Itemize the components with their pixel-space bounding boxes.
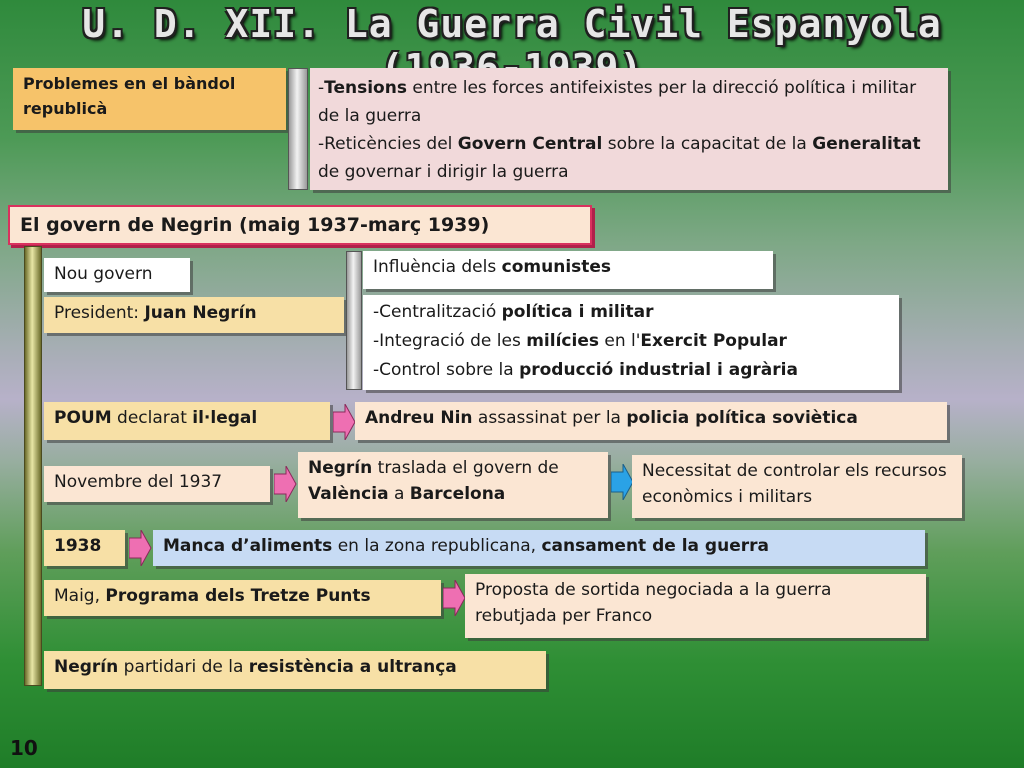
necessitat-box: Necessitat de controlar els recursos econòmics i militars <box>632 455 962 518</box>
influencia-box: Influència dels comunistes <box>363 251 773 289</box>
any-1938-box: 1938 <box>44 530 125 566</box>
nin-box: Andreu Nin assassinat per la policia política soviètica <box>355 402 947 440</box>
trasllada-box: Negrín traslada el govern de València a Barcelona <box>298 452 608 518</box>
president-box: President: Juan Negrín <box>44 297 344 333</box>
manca-box: Manca d’aliments en la zona republicana, cansament de la guerra <box>153 530 925 566</box>
negrin-header: El govern de Negrin (maig 1937-març 1939) <box>8 205 592 245</box>
maig-box: Maig, Programa dels Tretze Punts <box>44 580 441 616</box>
problemes-text <box>310 68 948 190</box>
mesura-2: -Integració de les milícies en l'Exercit Popular <box>373 331 787 351</box>
page-number: 10 <box>10 736 38 760</box>
mesura-3: -Control sobre la producció industrial i agrària <box>373 360 798 380</box>
problemes-bar <box>288 68 308 190</box>
timeline-bar <box>24 246 42 686</box>
page-title: U. D. XII. La Guerra Civil Espanyola <box>82 2 942 46</box>
arrow-1938 <box>129 530 153 566</box>
problemes-line-2: -Reticències del Govern Central sobre la capacitat de la Generalitat de governar i dirigir la guerra <box>318 134 921 182</box>
nou-govern: Nou govern <box>44 258 190 292</box>
influencia-bar <box>346 251 362 390</box>
proposta-box: Proposta de sortida negociada a la guerra rebutjada per Franco <box>465 574 926 638</box>
mesura-1: -Centralització política i militar <box>373 302 654 322</box>
mesures-box <box>363 295 899 390</box>
arrow-maig <box>443 580 467 616</box>
arrow-novembre <box>274 466 298 502</box>
resistencia-box: Negrín partidari de la resistència a ultrança <box>44 651 546 689</box>
problemes-label: Problemes en el bàndol republicà <box>13 68 286 130</box>
novembre-box: Novembre del 1937 <box>44 466 270 502</box>
arrow-poum <box>333 404 357 440</box>
poum-box: POUM declarat il·legal <box>44 402 330 440</box>
problemes-line-1: -Tensions entre les forces antifeixistes per la direcció política i militar de la guerra <box>318 78 917 126</box>
